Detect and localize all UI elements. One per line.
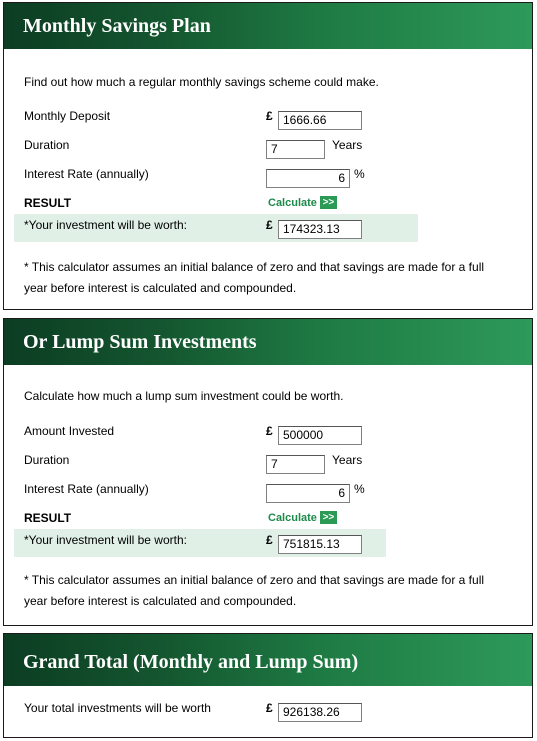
calculate-label: Calculate	[268, 196, 317, 209]
lump-result-label: RESULT	[24, 511, 72, 525]
monthly-rate-input[interactable]: 6	[266, 169, 350, 188]
currency-symbol: £	[266, 218, 273, 232]
lump-rate-unit: %	[354, 482, 365, 496]
lump-footnote: * This calculator assumes an initial balance of zero and that savings are made for a full year before interest is calculated and compounded.	[24, 573, 485, 608]
lump-rate-label: Interest Rate (annually)	[24, 482, 149, 496]
currency-symbol: £	[266, 424, 273, 438]
grand-total-label: Your total investments will be worth	[24, 701, 211, 715]
monthly-worth-label: *Your investment will be worth:	[24, 218, 187, 232]
lump-amount-input[interactable]: 500000	[278, 426, 362, 445]
monthly-deposit-input[interactable]: 1666.66	[278, 111, 362, 130]
monthly-calculate-button[interactable]	[268, 196, 337, 209]
monthly-duration-input[interactable]: 7	[266, 140, 325, 159]
monthly-savings-panel	[3, 2, 533, 310]
lump-worth-output: 751815.13	[278, 535, 362, 554]
double-chevron-right-icon: >>	[320, 511, 337, 524]
monthly-duration-label: Duration	[24, 138, 70, 152]
lump-sum-title: Or Lump Sum Investments	[4, 319, 532, 365]
lump-calculate-button[interactable]	[268, 511, 337, 524]
lump-rate-input[interactable]: 6	[266, 484, 350, 503]
calculate-label: Calculate	[268, 511, 317, 524]
monthly-duration-unit: Years	[332, 138, 363, 152]
monthly-worth-output: 174323.13	[278, 220, 362, 239]
currency-symbol: £	[266, 109, 273, 123]
currency-symbol: £	[266, 701, 273, 715]
lump-duration-label: Duration	[24, 453, 70, 467]
lump-sum-panel	[3, 318, 533, 626]
lump-worth-label: *Your investment will be worth:	[24, 533, 187, 547]
monthly-deposit-label: Monthly Deposit	[24, 109, 111, 123]
monthly-rate-label: Interest Rate (annually)	[24, 167, 149, 181]
monthly-footnote: * This calculator assumes an initial balance of zero and that savings are made for a full year before interest is calculated and compounded.	[24, 260, 485, 295]
monthly-rate-unit: %	[354, 167, 365, 181]
double-chevron-right-icon: >>	[320, 196, 337, 209]
monthly-intro: Find out how much a regular monthly savings scheme could make.	[24, 75, 379, 89]
monthly-result-label: RESULT	[24, 196, 72, 210]
lump-amount-label: Amount Invested	[24, 424, 115, 438]
monthly-savings-title: Monthly Savings Plan	[4, 3, 532, 49]
grand-total-title: Grand Total (Monthly and Lump Sum)	[4, 634, 532, 686]
lump-duration-unit: Years	[332, 453, 363, 467]
currency-symbol: £	[266, 533, 273, 547]
lump-intro: Calculate how much a lump sum investment could be worth.	[24, 389, 344, 403]
lump-duration-input[interactable]: 7	[266, 455, 325, 474]
grand-total-panel	[3, 633, 533, 738]
grand-total-output: 926138.26	[278, 703, 362, 722]
